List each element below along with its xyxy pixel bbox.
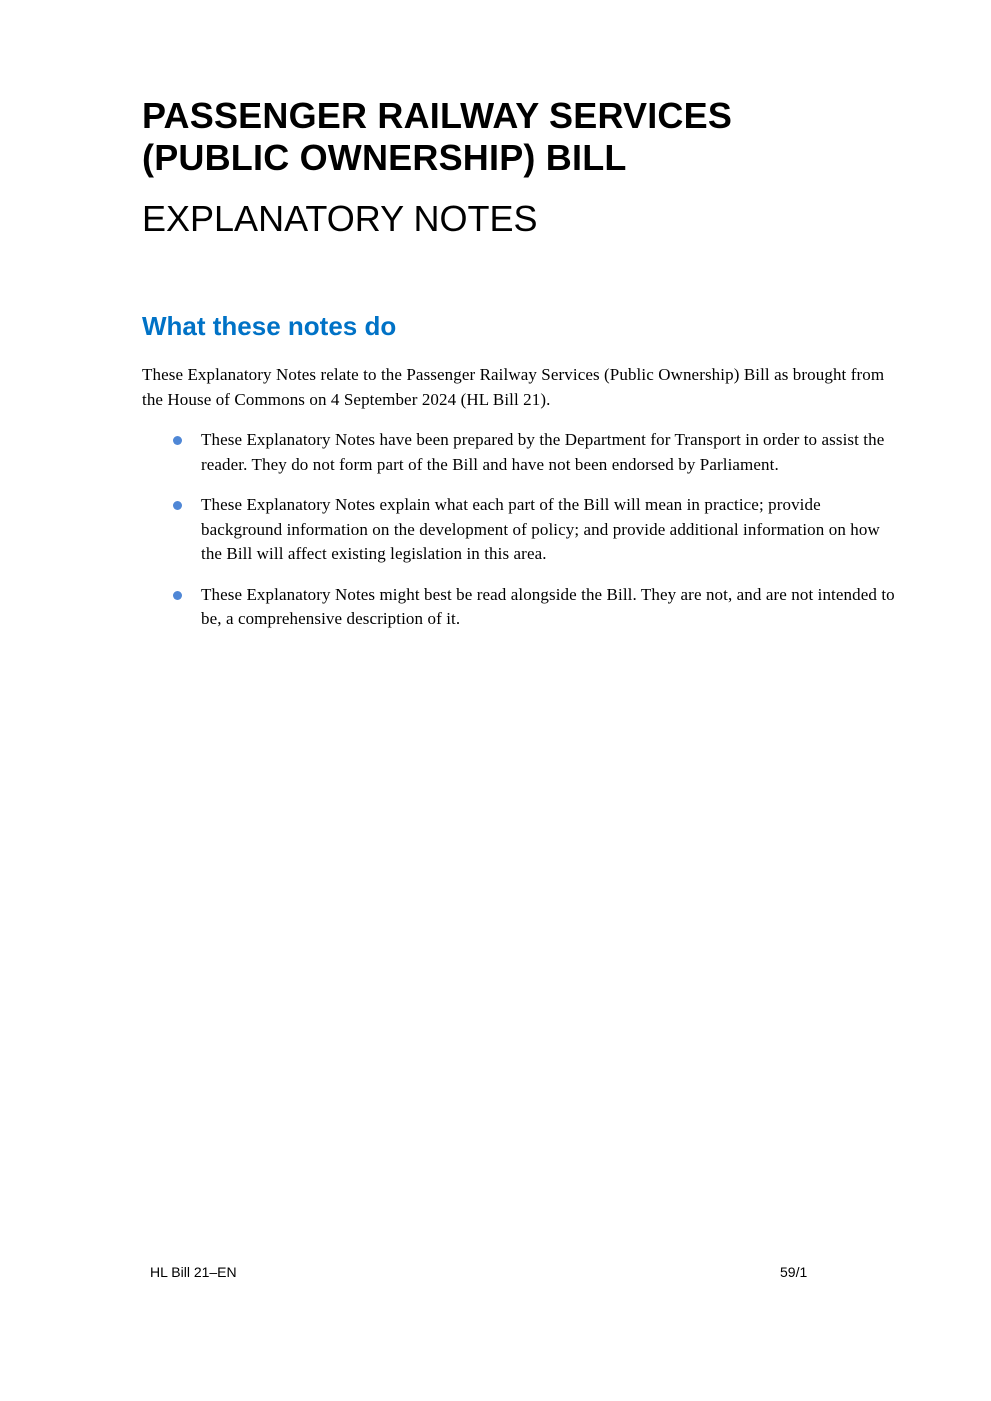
section-body	[142, 363, 902, 648]
document-title	[142, 95, 732, 179]
bullet-icon	[173, 501, 182, 510]
section-heading: What these notes do	[142, 311, 397, 341]
document-subtitle: EXPLANATORY NOTES	[142, 198, 538, 239]
list-item-text: These Explanatory Notes might best be read alongside the Bill. They are not, and are not intended to be, a comprehensive description of it.	[201, 584, 895, 628]
intro-paragraph: These Explanatory Notes relate to the Passenger Railway Services (Public Ownership) Bill as brought from the House of Commons on 4 September 2024 (HL Bill 21).	[142, 365, 885, 409]
footer-page-number: 59/1	[780, 1264, 808, 1280]
bullet-icon	[173, 591, 182, 600]
list-item-text: These Explanatory Notes explain what each part of the Bill will mean in practice; provide background information on the development of policy; and provide additional information on how the Bill will affect existing legislation in this area.	[201, 495, 880, 563]
bullet-list	[142, 428, 902, 632]
list-item	[142, 583, 902, 632]
list-item	[142, 428, 902, 477]
title-line-2: (PUBLIC OWNERSHIP) BILL	[142, 137, 627, 178]
footer-reference: HL Bill 21–EN	[150, 1264, 237, 1280]
list-item-text: These Explanatory Notes have been prepared by the Department for Transport in order to assist the reader. They do not form part of the Bill and have not been endorsed by Parliament.	[201, 430, 885, 474]
bullet-icon	[173, 436, 182, 445]
list-item	[142, 493, 902, 567]
title-line-1: PASSENGER RAILWAY SERVICES	[142, 95, 733, 136]
